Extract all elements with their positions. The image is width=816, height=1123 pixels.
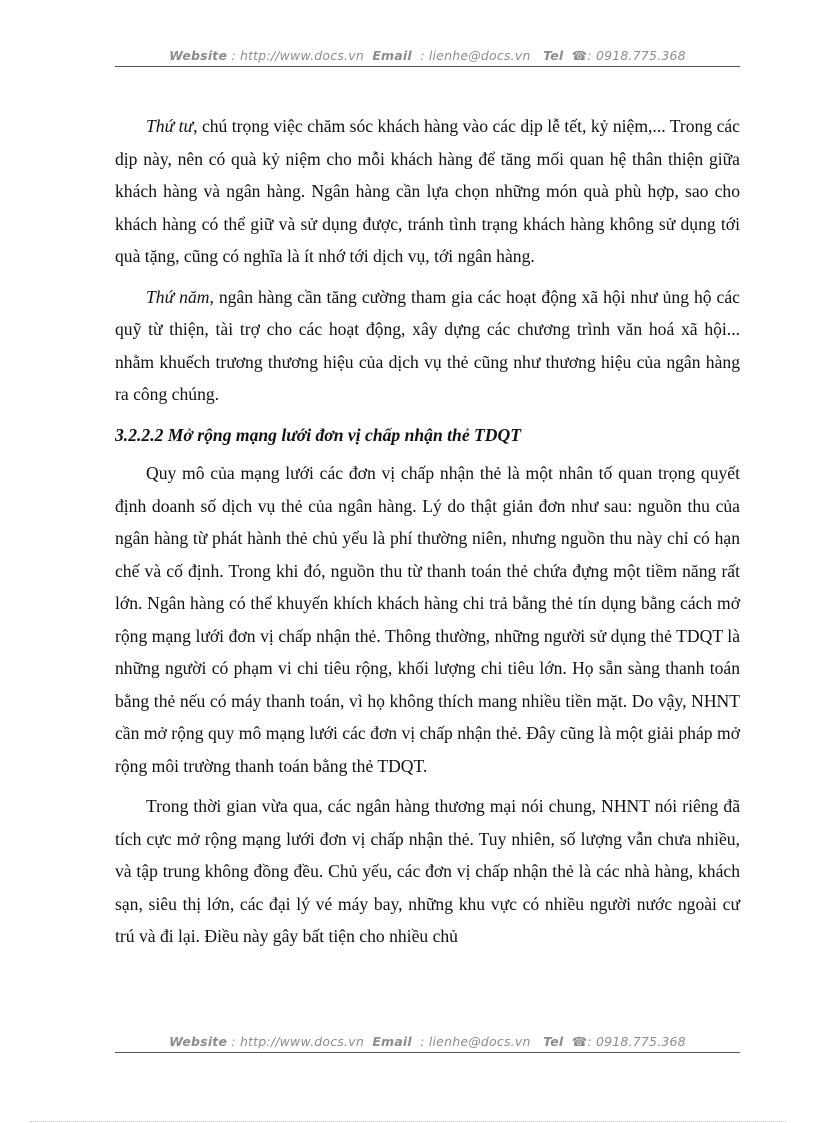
paragraph-thu-tu bbox=[115, 110, 740, 273]
footer-website-label: Website bbox=[169, 1034, 228, 1049]
header-tel-label: Tel bbox=[543, 48, 564, 63]
footer-rule bbox=[115, 1052, 740, 1053]
paragraph-quy-mo: Quy mô của mạng lưới các đơn vị chấp nhận thẻ là một nhân tố quan trọng quyết định doanh số dịch vụ thẻ của ngân hàng. Lý do thật giản đơn như sau: nguồn thu của ngân hàng từ phát hành thẻ chủ yếu là phí thường niên, nhưng nguồn thu này chỉ có hạn chế và cố định. Trong khi đó, nguồn thu từ thanh toán thẻ chứa đựng một tiềm năng rất lớn. Ngân hàng có thể khuyến khích khách hàng chi trả bằng thẻ tín dụng bằng cách mở rộng mạng lưới đơn vị chấp nhận thẻ. Thông thường, những người sử dụng thẻ TDQT là những người có phạm vi chi tiêu rộng, khối lượng chi tiêu lớn. Họ sẵn sàng thanh toán bằng thẻ nếu có máy thanh toán, vì họ không thích mang nhiều tiền mặt. Do vậy, NHNT cần mở rộng quy mô mạng lưới các đơn vị chấp nhận thẻ. Đây cũng là một giải pháp mở rộng môi trường thanh toán bằng thẻ TDQT. bbox=[115, 463, 740, 776]
footer-email-label: Email bbox=[372, 1034, 412, 1049]
header-website-label: Website bbox=[169, 48, 228, 63]
header-tel-value: : 0918.775.368 bbox=[587, 48, 686, 63]
section-heading: 3.2.2.2 Mở rộng mạng lưới đơn vị chấp nhận thẻ TDQT bbox=[115, 424, 521, 445]
header-rule bbox=[115, 66, 740, 67]
footer-email-value: : lienhe@docs.vn bbox=[420, 1034, 531, 1049]
footer-tel-value: : 0918.775.368 bbox=[587, 1034, 686, 1049]
footer-website-value: : http://www.docs.vn bbox=[231, 1034, 364, 1049]
paragraph-lead: Thứ tư bbox=[146, 116, 194, 136]
paragraph-lead: Thứ năm bbox=[146, 286, 210, 307]
header-email-label: Email bbox=[372, 48, 412, 63]
page-edge-divider bbox=[30, 1121, 786, 1122]
paragraph-trong-thoi-gian: Trong thời gian vừa qua, các ngân hàng thương mại nói chung, NHNT nói riêng đã tích cực mở rộng mạng lưới đơn vị chấp nhận thẻ. Tuy nhiên, số lượng vẫn chưa nhiều, và tập trung không đồng đều. Chủ yếu, các đơn vị chấp nhận thẻ là các nhà hàng, khách sạn, siêu thị lớn, các đại lý vé máy bay, những khu vực có nhiều người nước ngoài cư trú và đi lại. Điều này gây bất tiện cho nhiều chủ bbox=[115, 796, 740, 946]
header-website-value: : http://www.docs.vn bbox=[231, 48, 364, 63]
phone-icon: ☎ bbox=[571, 1034, 588, 1049]
header-email-value: : lienhe@docs.vn bbox=[420, 48, 531, 63]
page-footer bbox=[115, 1034, 740, 1049]
paragraph-text: , ngân hàng cần tăng cường tham gia các hoạt động xã hội như ủng hộ các quỹ từ thiện, tài trợ cho các hoạt động, xây dựng các chương trình văn hoá xã hội... nhằm khuếch trương thương hiệu của dịch vụ thẻ cũng như thương hiệu của ngân hàng ra công chúng. bbox=[115, 286, 740, 404]
paragraph-text: , chú trọng việc chăm sóc khách hàng vào các dịp lễ tết, kỷ niệm,... Trong các dịp này, nên có quà kỷ niệm cho mỗi khách hàng để tăng mối quan hệ thân thiện giữa khách hàng và ngân hàng. Ngân hàng cần lựa chọn những món quà phù hợp, sao cho khách hàng có thể giữ và sử dụng được, tránh tình trạng khách hàng không sử dụng tới quà tặng, cũng có nghĩa là ít nhớ tới dịch vụ, tới ngân hàng. bbox=[115, 116, 740, 266]
phone-icon: ☎ bbox=[571, 48, 588, 63]
document-body bbox=[115, 110, 740, 961]
paragraph-thu-nam bbox=[115, 281, 740, 411]
page-header bbox=[115, 48, 740, 63]
footer-tel-label: Tel bbox=[543, 1034, 564, 1049]
